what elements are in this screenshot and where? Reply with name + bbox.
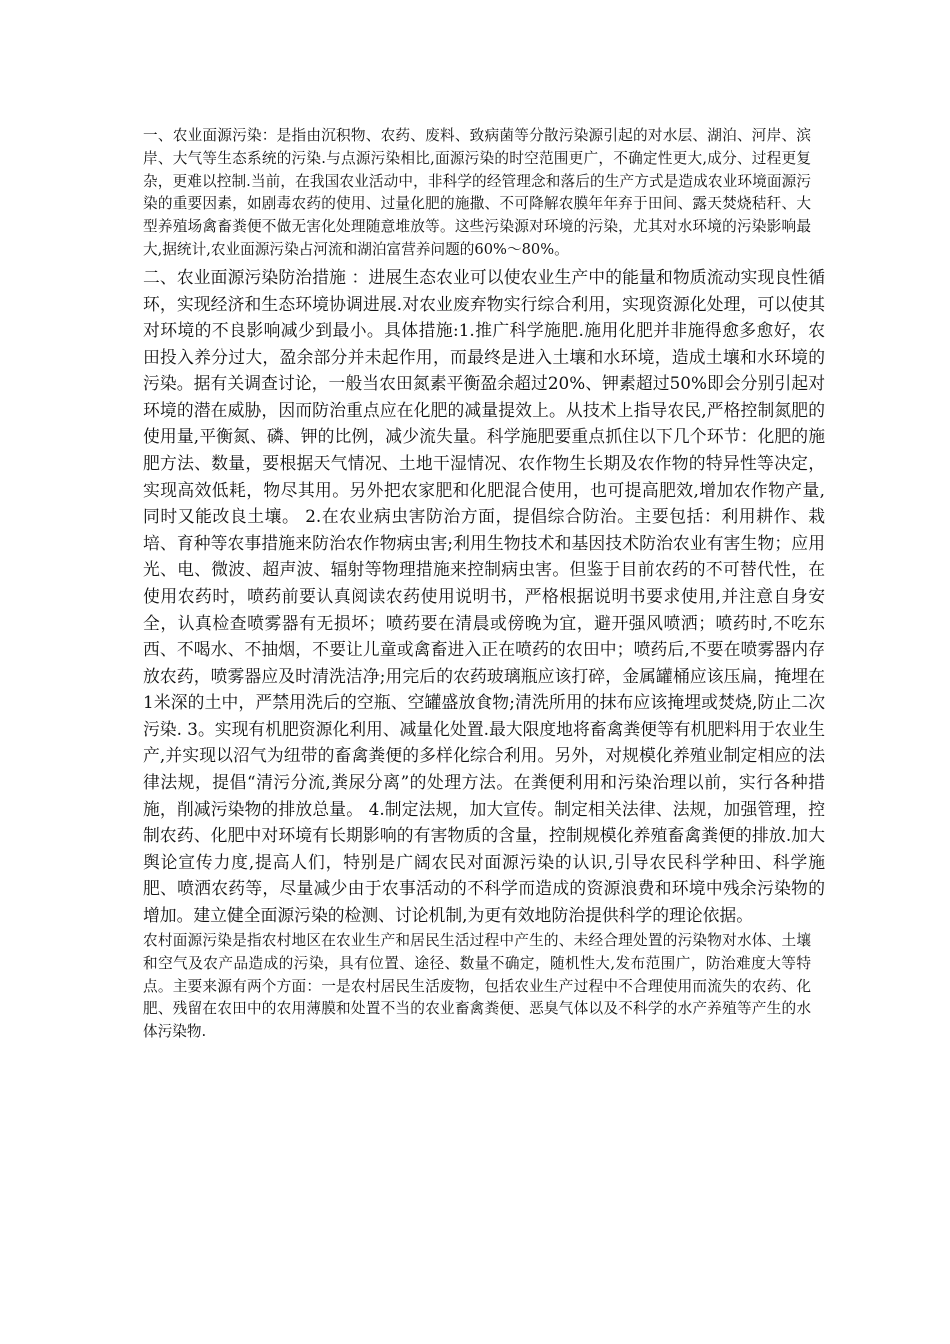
paragraph-agricultural-nonpoint-pollution-definition: 一、农业面源污染：是指由沉积物、农药、废料、致病菌等分散污染源引起的对水层、湖泊、河岸、滨岸、大气等生态系统的污染.与点源污染相比,面源污染的时空范围更广，不确定性更大,成分、过程更复杂，更难以控制.当前，在我国农业活动中，非科学的经管理念和落后的生产方式是造成农业环境面源污染的重要因素，如剧毒农药的使用、过量化肥的施撒、不可降解农膜年年弃于田间、露天焚烧秸秆、大型养殖场禽畜粪便不做无害化处理随意堆放等。这些污染源对环境的污染，尤其对水环境的污染影响最大,据统计,农业面源污染占河流和湖泊富营养问题的60%～80%。 <box>143 127 811 258</box>
paragraph-rural-nonpoint-pollution: 农村面源污染是指农村地区在农业生产和居民生活过程中产生的、未经合理处置的污染物对水体、土壤和空气及农产品造成的污染，具有位置、途径、数量不确定，随机性大,发布范围广，防治难度大等特点。主要来源有两个方面：一是农村居民生活废物，包括农业生产过程中不合理使用而流失的农药、化肥、残留在农田中的农用薄膜和处置不当的农业畜禽粪便、恶臭气体以及不科学的水产养殖等产生的水体污染物. <box>143 932 811 1041</box>
paragraph-pollution-control-measures: 二、农业面源污染防治措施 ：进展生态农业可以使农业生产中的能量和物质流动实现良性循环，实现经济和生态环境协调进展.对农业废弃物实行综合利用，实现资源化处理，可以使其对环境的不良影响减少到最小。具体措施:1.推广科学施肥.施用化肥并非施得愈多愈好，农田投入养分过大，盈余部分并未起作用，而最终是进入土壤和水环境，造成土壤和水环境的污染。据有关调查讨论，一般当农田氮素平衡盈余超过20%、钾素超过50%即会分别引起对环境的潜在威胁，因而防治重点应在化肥的减量提效上。从技术上指导农民,严格控制氮肥的使用量,平衡氮、磷、钾的比例，减少流失量。科学施肥要重点抓住以下几个环节：化肥的施肥方法、数量，要根据天气情况、土地干湿情况、农作物生长期及农作物的特异性等决定，实现高效低耗，物尽其用。另外把农家肥和化肥混合使用，也可提高肥效,增加农作物产量,同时又能改良土壤。 2.在农业病虫害防治方面，提倡综合防治。主要包括：利用耕作、栽培、育种等农事措施来防治农作物病虫害;利用生物技术和基因技术防治农业有害生物；应用光、电、微波、超声波、辐射等物理措施来控制病虫害。但鉴于目前农药的不可替代性，在使用农药时，喷药前要认真阅读农药使用说明书，严格根据说明书要求使用,并注意自身安全，认真检查喷雾器有无损坏；喷药要在清晨或傍晚为宜，避开强风喷洒；喷药时,不吃东西、不喝水、不抽烟，不要让儿童或禽畜进入正在喷药的农田中；喷药后,不要在喷雾器内存放农药，喷雾器应及时清洗洁净;用完后的农药玻璃瓶应该打碎，金属罐桶应该压扁，掩埋在1米深的土中，严禁用洗后的空瓶、空罐盛放食物;清洗所用的抹布应该掩埋或焚烧,防止二次污染. 3。实现有机肥资源化利用、减量化处置.最大限度地将畜禽粪便等有机肥料用于农业生产,并实现以沼气为纽带的畜禽粪便的多样化综合利用。另外，对规模化养殖业制定相应的法律法规，提倡“清污分流,粪尿分离”的处理方法。在粪便利用和污染治理以前，实行各种措施，削减污染物的排放总量。 4.制定法规，加大宣传。制定相关法律、法规，加强管理，控制农药、化肥中对环境有长期影响的有害物质的含量，控制规模化养殖畜禽粪便的排放.加大舆论宣传力度,提高人们，特别是广阔农民对面源污染的认识,引导农民科学种田、科学施肥、喷洒农药等，尽量减少由于农事活动的不科学而造成的资源浪费和环境中残余污染物的增加。建立健全面源污染的检测、讨论机制,为更有效地防治提供科学的理论依据。 <box>143 267 825 925</box>
